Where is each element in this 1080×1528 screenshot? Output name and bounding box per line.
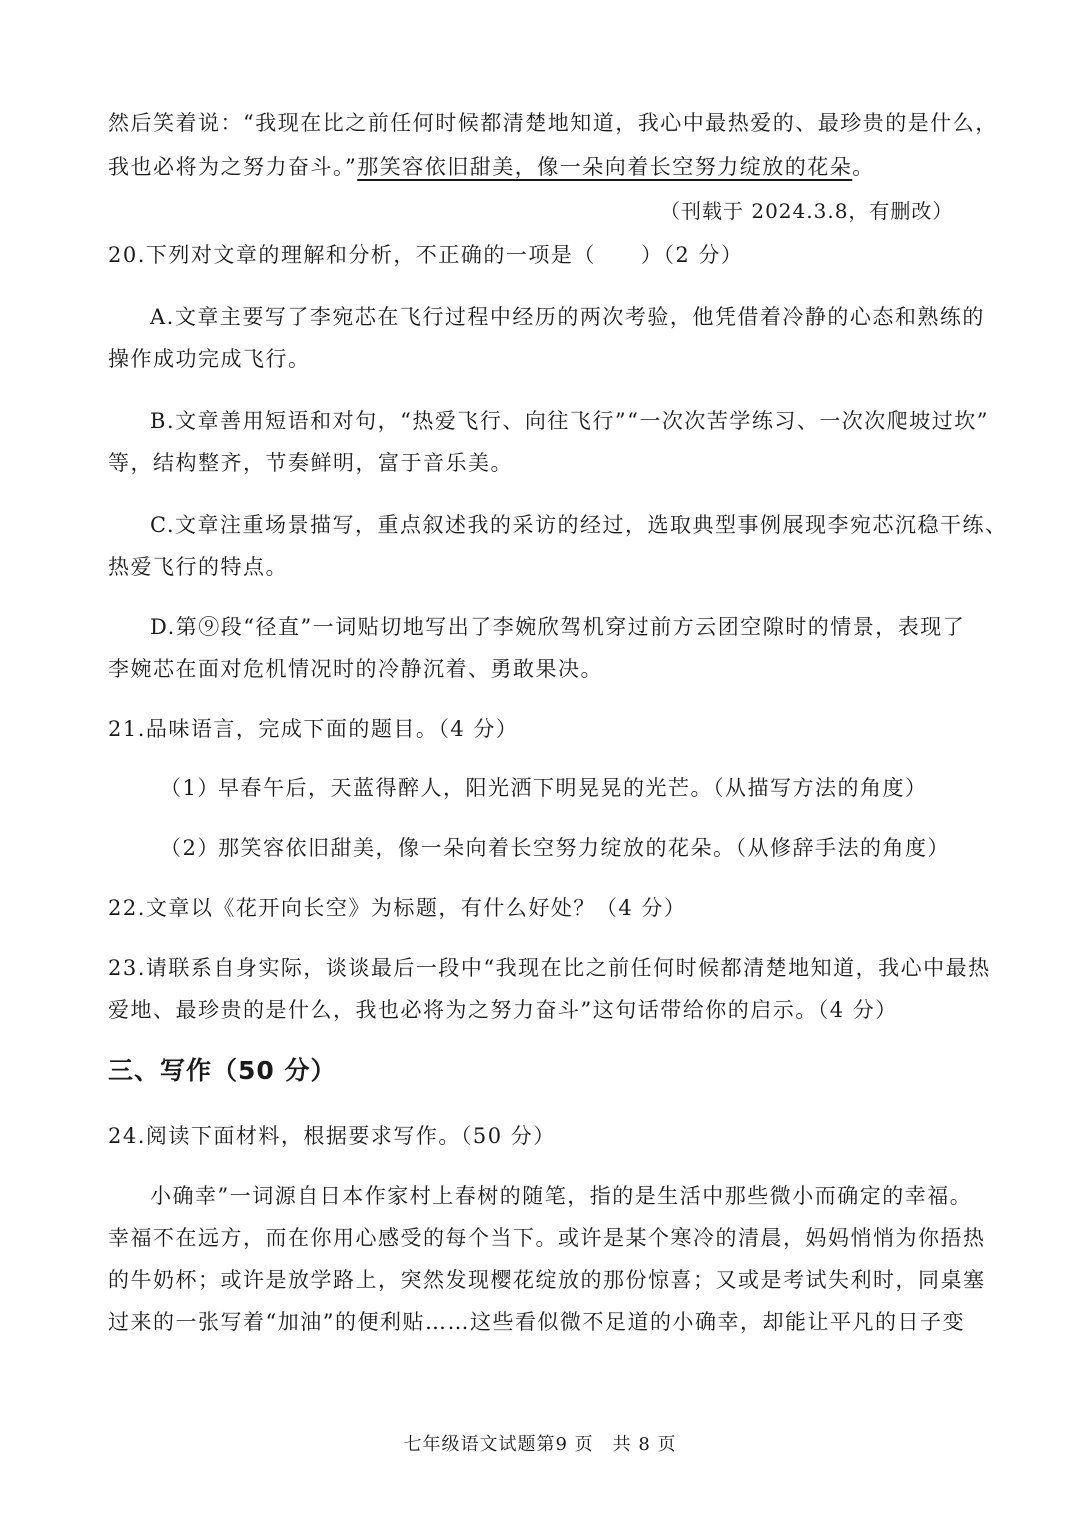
option-c-line-1: C.文章注重场景描写，重点叙述我的采访的经过，选取典型事例展现李宛芯沉稳干练、 [150, 513, 1008, 537]
passage-line-2 [108, 152, 875, 182]
item-number: （1） [160, 776, 220, 800]
item-number: （2） [160, 836, 220, 860]
question-21-item-2 [160, 833, 950, 863]
option-a-line-2: 操作成功完成飞行。 [108, 347, 311, 371]
section-heading-writing: 三、写作（50 分） [108, 1056, 337, 1085]
option-b-line-2: 等，结构整齐，节奏鲜明，富于音乐美。 [108, 451, 513, 475]
question-22-stem: 22.文章以《花开向长空》为标题，有什么好处？（4 分） [108, 896, 687, 920]
material-line-4: 过来的一张写着“加油”的便利贴……这些看似微不足道的小确幸，却能让平凡的日子变 [108, 1310, 965, 1334]
question-24-stem: 24.阅读下面材料，根据要求写作。（50 分） [108, 1124, 556, 1148]
underlined-sentence: 那笑容依旧甜美，像一朵向着长空努力绽放的花朵 [357, 155, 853, 179]
page-footer: 七年级语文试题第9 页 共 8 页 [403, 1434, 677, 1455]
question-21-item-1 [160, 773, 928, 803]
question-21-stem: 21.品味语言，完成下面的题目。（4 分） [108, 717, 519, 741]
question-23-line-2: 爱地、最珍贵的是什么，我也必将为之努力奋斗”这句话带给你的启示。（4 分） [108, 998, 898, 1022]
material-line-3: 的牛奶杯；或许是放学路上，突然发现樱花绽放的那份惊喜；又或是考试失利时，同桌塞 [108, 1268, 986, 1292]
question-23-line-1: 23.请联系自身实际，谈谈最后一段中“我现在比之前任何时候都清楚地知道，我心中最热 [108, 956, 991, 980]
option-b-line-1: B.文章善用短语和对句，“热爱飞行、向往飞行”“一次次苦学练习、一次次爬坡过坎” [150, 409, 990, 433]
option-c-line-2: 热爱飞行的特点。 [108, 555, 288, 579]
option-d-line-2: 李婉芯在面对危机情况时的冷静沉着、勇敢果决。 [108, 657, 603, 681]
passage-period: 。 [852, 155, 875, 179]
item-text: 那笑容依旧甜美，像一朵向着长空努力绽放的花朵。（从修辞手法的角度） [218, 836, 950, 860]
option-a-line-1: A.文章主要写了李宛芯在飞行过程中经历的两次考验，他凭借着冷静的心态和熟练的 [150, 305, 985, 329]
passage-quote-end: 我也必将为之努力奋斗。” [108, 155, 358, 179]
question-20-stem: 20.下列对文章的理解和分析，不正确的一项是（ ）（2 分） [108, 243, 744, 267]
item-text: 早春午后，天蓝得醉人，阳光洒下明晃晃的光芒。（从描写方法的角度） [218, 776, 928, 800]
passage-line-1: 然后笑着说：“我现在比之前任何时候都清楚地知道，我心中最热爱的、最珍贵的是什么， [108, 111, 998, 135]
material-line-1: 小确幸”一词源自日本作家村上春树的随笔，指的是生活中那些微小而确定的幸福。 [150, 1184, 973, 1208]
material-line-2: 幸福不在远方，而在你用心感受的每个当下。或许是某个寒冷的清晨，妈妈悄悄为你捂热 [108, 1226, 986, 1250]
source-note: （刊载于 2024.3.8，有删改） [660, 199, 954, 223]
option-d-line-1: D.第⑨段“径直”一词贴切地写出了李婉欣驾机穿过前方云团空隙时的情景，表现了 [150, 615, 966, 639]
